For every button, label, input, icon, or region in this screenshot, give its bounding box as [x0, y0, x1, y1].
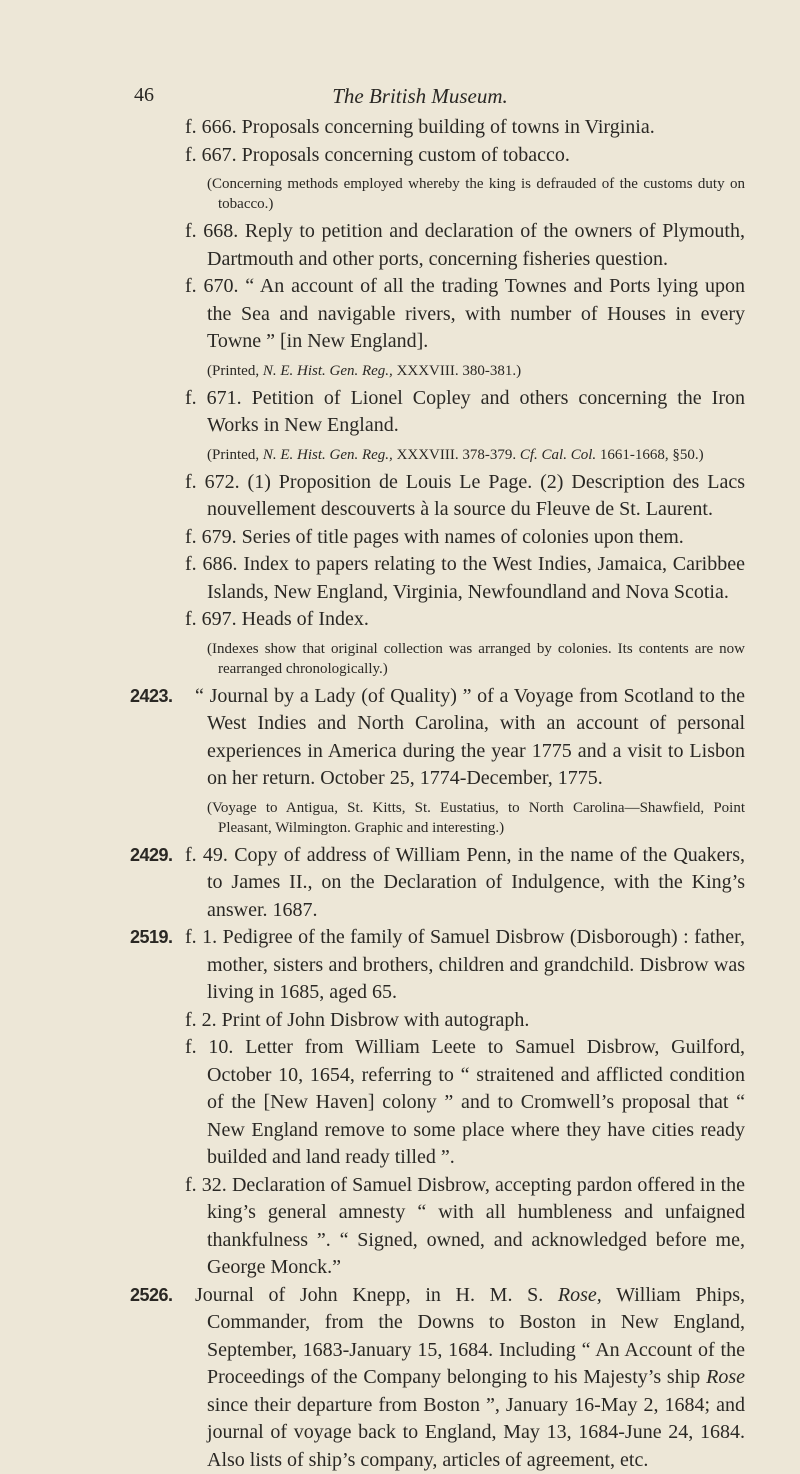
- catalogue-entry: [185, 114, 745, 679]
- catalogue-entry: [185, 1282, 745, 1474]
- text-segment: XXXVIII. 378-379.: [393, 447, 520, 463]
- catalogue-entry: [185, 683, 745, 838]
- italic-text: N. E. Hist. Gen. Reg.,: [263, 447, 393, 463]
- folio-number: f. 1.: [185, 926, 217, 948]
- folio-item: [185, 114, 745, 142]
- item-note: [207, 445, 745, 465]
- folio-item: [185, 218, 745, 273]
- text-segment: 1661-1668, §50.): [596, 447, 704, 463]
- italic-text: Rose,: [558, 1284, 602, 1306]
- manuscript-number: 2526.: [130, 1282, 173, 1309]
- catalogue-entries: [185, 114, 745, 1474]
- text-segment: Print of John Disbrow with autograph.: [222, 1009, 530, 1031]
- manuscript-number: 2423.: [130, 683, 173, 710]
- folio-item: [185, 1172, 745, 1282]
- item-note: [207, 361, 745, 381]
- text-segment: (Indexes show that original collection was arranged by colonies. Its contents are now rearranged chronologically.): [207, 641, 745, 677]
- folio-number: f. 49.: [185, 844, 228, 866]
- text-segment: (Concerning methods employed whereby the king is defrauded of the customs duty on tobacco.): [207, 176, 745, 212]
- text-segment: Copy of address of William Penn, in the name of the Quakers, to James II., on the Declaration of Indulgence, with the King’s answer. 1687.: [207, 844, 745, 921]
- folio-number: f. 697.: [185, 608, 237, 630]
- folio-item: [185, 142, 745, 170]
- folio-item: [185, 1282, 745, 1474]
- manuscript-number: 2519.: [130, 924, 173, 951]
- folio-item: [185, 273, 745, 356]
- text-segment: (1) Proposition de Louis Le Page. (2) Description des Lacs nouvellement descouverts à la source du Fleuve de St. Laurent.: [207, 471, 745, 521]
- folio-number: f. 672.: [185, 471, 240, 493]
- folio-number: f. 686.: [185, 553, 238, 575]
- text-segment: (Voyage to Antigua, St. Kitts, St. Eustatius, to North Carolina—Shawfield, Point Pleasant, Wilmington. Graphic and interesting.): [207, 800, 745, 836]
- text-segment: Pedigree of the family of Samuel Disbrow (Disborough) : father, mother, sisters and brothers, children and grandchild. Disbrow was living in 1685, aged 65.: [207, 926, 745, 1003]
- folio-number: f. 670.: [185, 275, 238, 297]
- text-segment: Journal of John Knepp, in H. M. S.: [195, 1284, 558, 1306]
- folio-item: [185, 1007, 745, 1035]
- folio-number: f. 667.: [185, 144, 237, 166]
- item-note: [207, 174, 745, 214]
- text-segment: “ Journal by a Lady (of Quality) ” of a Voyage from Scotland to the West Indies and North Carolina, with an account of personal experiences in America during the year 1775 and a visit to Lisbon on her return. October 25, 1774-December, 1775.: [195, 685, 745, 790]
- text-segment: Letter from William Leete to Samuel Disbrow, Guilford, October 10, 1654, referring to “ straitened and afflicted condition of the [New Haven] colony ” and to Cromwell’s proposal that “ New England remove to some place where they have cities ready builded and land ready tilled ”.: [207, 1036, 745, 1168]
- italic-text: Cf. Cal. Col.: [520, 447, 596, 463]
- text-segment: “ An account of all the trading Townes and Ports lying upon the Sea and navigable rivers, with number of Houses in every Towne ” [in New England].: [207, 275, 745, 352]
- folio-number: f. 666.: [185, 116, 237, 138]
- text-segment: since their departure from Boston ”, January 16-May 2, 1684; and journal of voyage back to England, May 13, 1684-June 24, 1684. Also lists of ship’s company, articles of agreement, etc.: [207, 1394, 745, 1471]
- folio-number: f. 32.: [185, 1174, 227, 1196]
- folio-item: [185, 1034, 745, 1172]
- item-note: [207, 798, 745, 838]
- text-segment: Series of title pages with names of colonies upon them.: [242, 526, 684, 548]
- folio-number: f. 2.: [185, 1009, 217, 1031]
- folio-item: [185, 524, 745, 552]
- text-segment: William Phips, Commander, from the Downs to Boston in New England, September, 1683-January 15, 1684. Including “ An Account of the Proceedings of the Company belonging to his Majesty’s ship: [207, 1284, 745, 1389]
- catalogue-entry: [185, 924, 745, 1282]
- folio-number: f. 10.: [185, 1036, 233, 1058]
- running-title: The British Museum.: [0, 84, 800, 109]
- text-segment: Reply to petition and declaration of the owners of Plymouth, Dartmouth and other ports, concerning fisheries question.: [207, 220, 745, 270]
- folio-item: [185, 683, 745, 793]
- italic-text: N. E. Hist. Gen. Reg.,: [263, 363, 393, 379]
- folio-number: f. 679.: [185, 526, 237, 548]
- text-segment: Heads of Index.: [242, 608, 369, 630]
- folio-item: [185, 551, 745, 606]
- italic-text: Rose: [706, 1366, 745, 1388]
- folio-item: [185, 606, 745, 634]
- text-segment: (Printed,: [207, 363, 263, 379]
- text-segment: Declaration of Samuel Disbrow, accepting pardon offered in the king’s general amnesty “ with all humbleness and unfaigned thankfulness ”. “ Signed, owned, and acknowledged before me, George Monck.”: [207, 1174, 745, 1279]
- text-segment: (Printed,: [207, 447, 263, 463]
- page-number: 46: [134, 84, 154, 107]
- folio-number: f. 671.: [185, 387, 242, 409]
- folio-number: f. 668.: [185, 220, 238, 242]
- folio-item: [185, 842, 745, 925]
- folio-item: [185, 469, 745, 524]
- folio-item: [185, 385, 745, 440]
- folio-item: [185, 924, 745, 1007]
- text-segment: XXXVIII. 380-381.): [393, 363, 521, 379]
- text-segment: Proposals concerning building of towns in Virginia.: [242, 116, 655, 138]
- catalogue-entry: [185, 842, 745, 925]
- manuscript-number: 2429.: [130, 842, 173, 869]
- text-segment: Index to papers relating to the West Indies, Jamaica, Caribbee Islands, New England, Virginia, Newfoundland and Nova Scotia.: [207, 553, 745, 603]
- text-segment: Petition of Lionel Copley and others concerning the Iron Works in New England.: [207, 387, 745, 437]
- text-segment: Proposals concerning custom of tobacco.: [242, 144, 570, 166]
- item-note: [207, 639, 745, 679]
